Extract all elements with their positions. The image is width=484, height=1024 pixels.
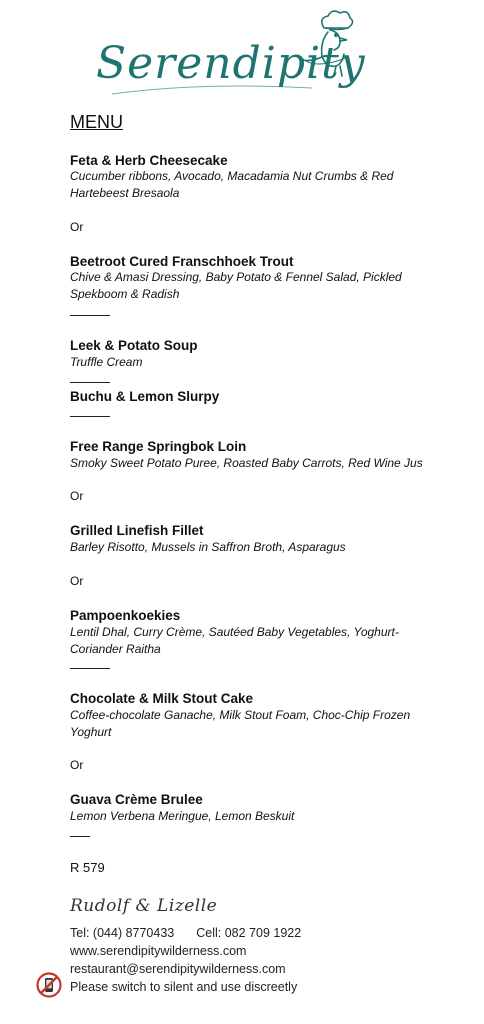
- dish-desc: Lentil Dhal, Curry Crème, Sautéed Baby Vegetables, Yoghurt-: [70, 625, 399, 639]
- dish-desc: Coriander Raitha: [70, 642, 161, 656]
- course-divider: [70, 416, 110, 417]
- dish-desc: Barley Risotto, Mussels in Saffron Broth, Asparagus: [70, 540, 346, 554]
- contact-email[interactable]: restaurant@serendipitywilderness.com: [70, 962, 286, 976]
- dish-name: Guava Crème Brulee: [70, 792, 203, 807]
- dish-name: Free Range Springbok Loin: [70, 439, 247, 454]
- dish-desc: Hartebeest Bresaola: [70, 186, 180, 200]
- dish-desc: Spekboom & Radish: [70, 287, 180, 301]
- no-phone-icon: [36, 972, 62, 998]
- dish-desc: Smoky Sweet Potato Puree, Roasted Baby Carrots, Red Wine Jus: [70, 456, 423, 470]
- course-divider: [70, 382, 110, 383]
- chef-signature: Rudolf & Lizelle: [70, 896, 218, 916]
- dish-name: Grilled Linefish Fillet: [70, 523, 204, 538]
- dish-name: Pampoenkoekies: [70, 608, 181, 623]
- menu-title: MENU: [70, 112, 123, 132]
- dish-desc: Cucumber ribbons, Avocado, Macadamia Nut Crumbs & Red: [70, 169, 394, 183]
- dish-name: Beetroot Cured Franschhoek Trout: [70, 254, 294, 269]
- or-separator: Or: [70, 489, 84, 503]
- contact-phones: [70, 924, 301, 942]
- contact-tel: Tel: (044) 8770433: [70, 926, 175, 940]
- or-separator: Or: [70, 574, 84, 588]
- course-divider: [70, 668, 110, 669]
- logo-wordmark: Serendipity: [96, 38, 366, 89]
- dish-desc: Chive & Amasi Dressing, Baby Potato & Fennel Salad, Pickled: [70, 270, 402, 284]
- dish-desc: Lemon Verbena Meringue, Lemon Beskuit: [70, 809, 295, 823]
- dish-name: Leek & Potato Soup: [70, 338, 198, 353]
- contact-cell: Cell: 082 709 1922: [196, 926, 302, 940]
- phone-notice: Please switch to silent and use discreetly: [70, 980, 298, 994]
- dish-desc: Coffee-chocolate Ganache, Milk Stout Foam, Choc-Chip Frozen: [70, 708, 411, 722]
- or-separator: Or: [70, 220, 84, 234]
- menu-price: R 579: [70, 860, 105, 875]
- course-divider: [70, 315, 110, 316]
- or-separator: Or: [70, 758, 84, 772]
- dish-name: Feta & Herb Cheesecake: [70, 153, 228, 168]
- contact-website[interactable]: www.serendipitywilderness.com: [70, 944, 247, 958]
- logo: [92, 8, 366, 108]
- dish-name: Chocolate & Milk Stout Cake: [70, 691, 254, 706]
- dish-desc: Truffle Cream: [70, 355, 143, 369]
- dish-name: Buchu & Lemon Slurpy: [70, 389, 220, 404]
- course-divider: [70, 836, 90, 837]
- dish-desc: Yoghurt: [70, 725, 112, 739]
